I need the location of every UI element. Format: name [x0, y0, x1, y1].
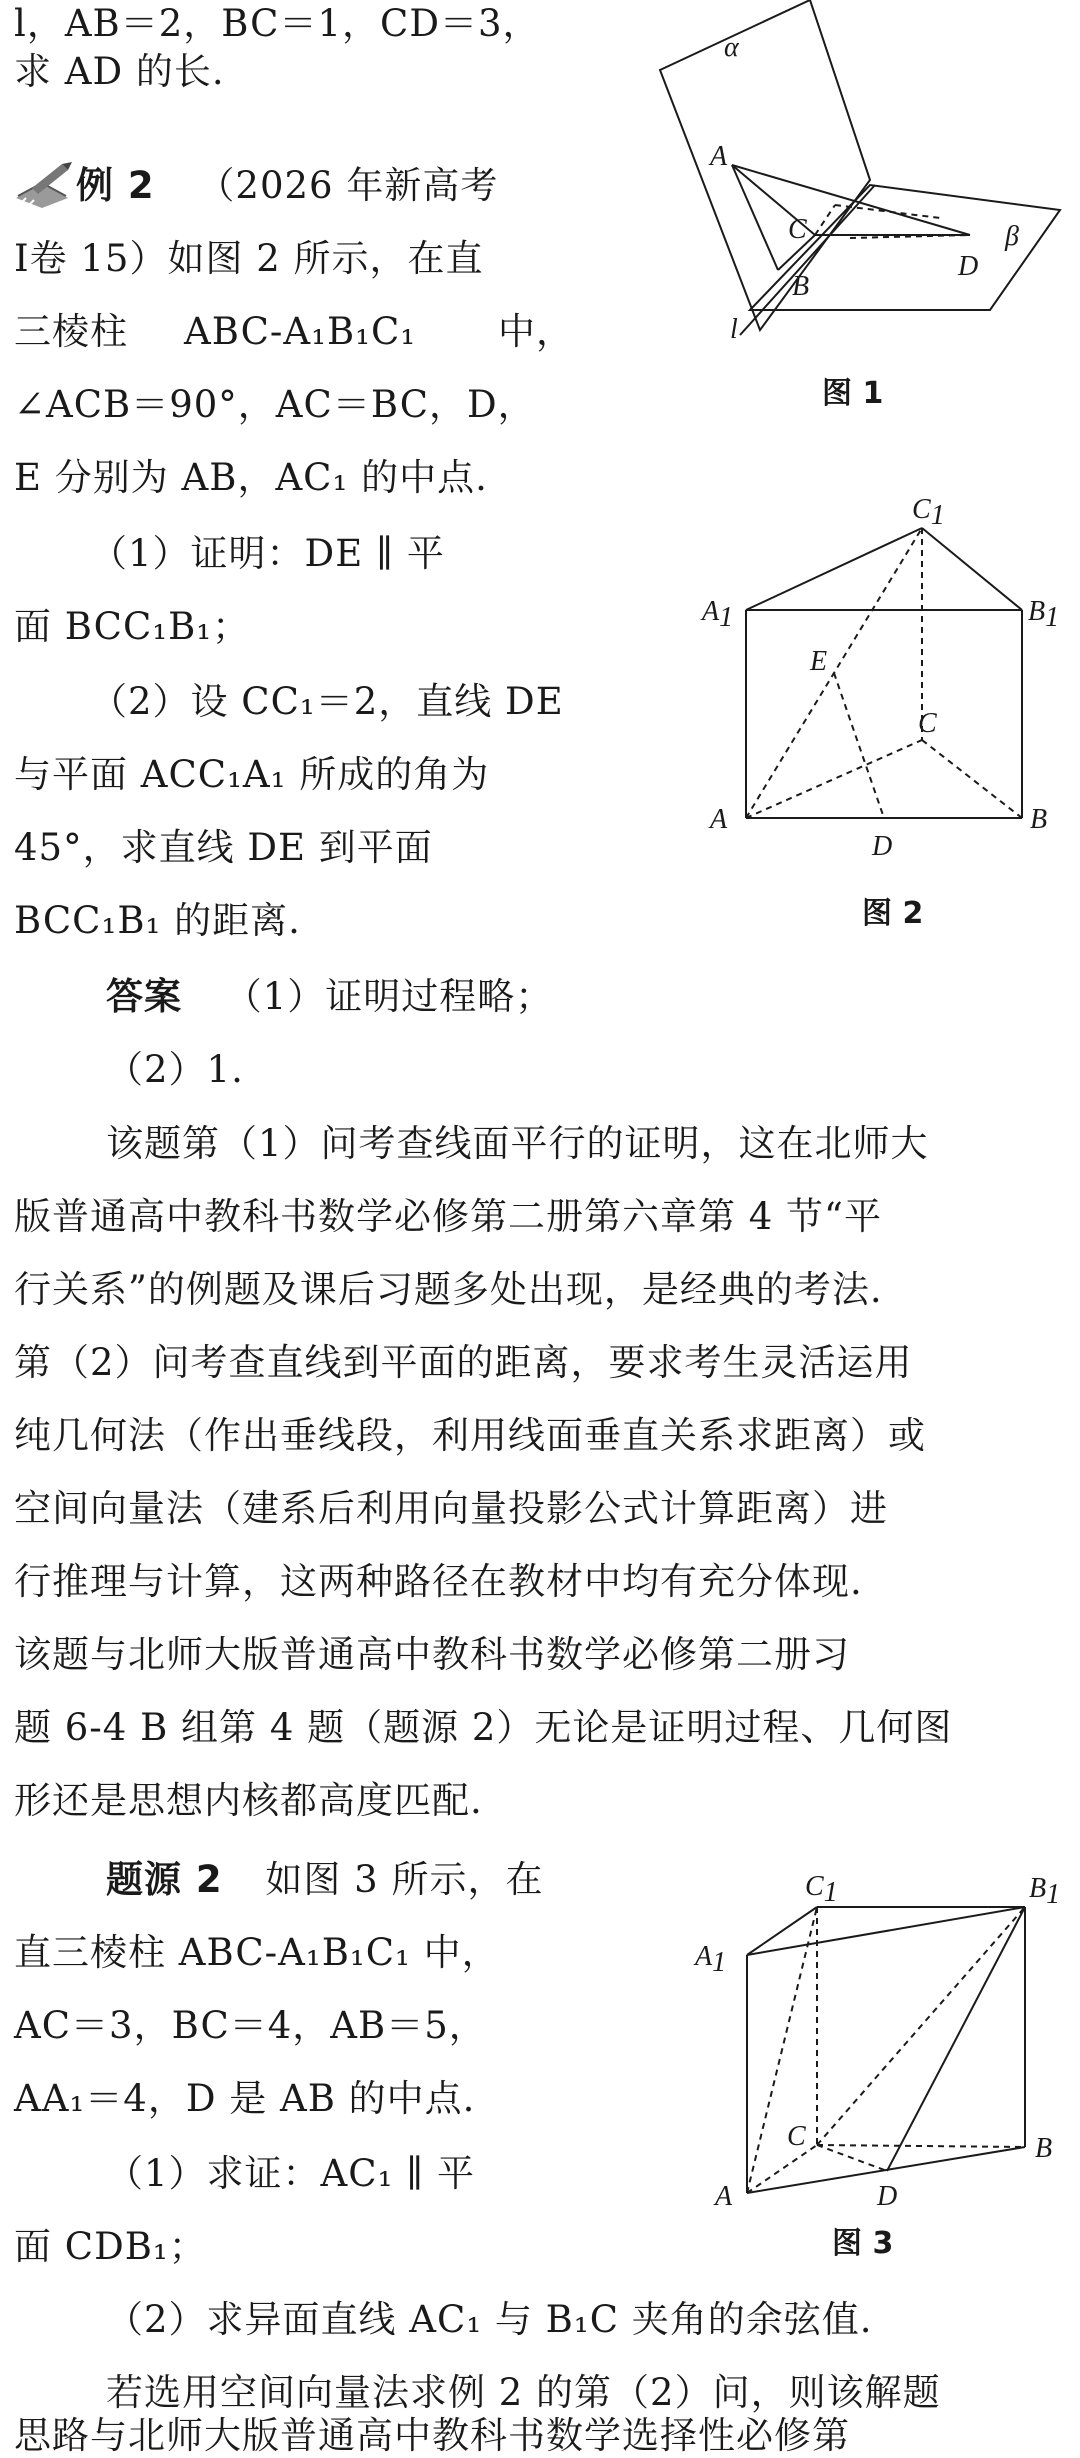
label-a1: A1	[702, 596, 734, 633]
figure-1-caption: 图 1	[822, 376, 884, 411]
answer-part1: （1）证明过程略；	[224, 975, 554, 1018]
analysis-line: 题 6-4 B 组第 4 题（题源 2）无论是证明过程、几何图	[14, 1706, 953, 1749]
edge-ac	[747, 2145, 817, 2193]
text-line: ABC-A₁B₁C₁	[184, 310, 417, 353]
text-line: 中，	[498, 310, 574, 353]
segment-b1d	[887, 1907, 1025, 2171]
figure-3-caption: 图 3	[832, 2226, 894, 2261]
text-line: ∠ACB＝90°，AC＝BC，D，	[14, 383, 536, 426]
line-l	[740, 185, 875, 335]
text-line: （1）证明：DE ∥ 平	[90, 532, 445, 575]
text-line: 面 CDB₁；	[14, 2225, 207, 2268]
edge-c1b1	[922, 528, 1022, 610]
label-c: C	[918, 708, 937, 739]
text-line: BCC₁B₁ 的距离.	[14, 899, 301, 942]
label-b: B	[792, 271, 810, 302]
edge-a1c1	[747, 1907, 817, 1955]
label-a: A	[710, 804, 728, 835]
analysis-line: 行推理与计算，这两种路径在教材中均有充分体现.	[14, 1560, 863, 1603]
label-d: D	[958, 251, 979, 282]
label-b1: B1	[1028, 596, 1060, 633]
label-d: D	[872, 831, 893, 862]
answer-part2: （2）1.	[106, 1048, 244, 1091]
pencil-book-icon	[12, 158, 74, 210]
analysis-line: 空间向量法（建系后利用向量投影公式计算距离）进	[14, 1487, 888, 1530]
label-c: C	[788, 214, 807, 245]
label-a: A	[710, 141, 728, 172]
edge-ac	[746, 740, 922, 818]
text-line: 直三棱柱 ABC-A₁B₁C₁ 中，	[14, 1931, 500, 1974]
example-label: 例 2	[76, 164, 155, 207]
text-line: 求 AD 的长.	[14, 50, 225, 93]
example-source: （2026 年新高考	[197, 164, 499, 207]
analysis-line: 该题第（1）问考查线面平行的证明，这在北师大	[106, 1122, 929, 1165]
text-line: （2）求异面直线 AC₁ 与 B₁C 夹角的余弦值.	[106, 2298, 873, 2341]
analysis-line: 形还是思想内核都高度匹配.	[14, 1779, 483, 1822]
label-c1: C1	[805, 1871, 838, 1908]
source-label: 题源 2	[106, 1858, 223, 1901]
text-line: （1）求证：AC₁ ∥ 平	[106, 2152, 476, 2195]
text-line: AC＝3，BC＝4，AB＝5，	[14, 2004, 487, 2047]
figure-2-caption: 图 2	[862, 896, 924, 931]
label-b1: B1	[1029, 1873, 1061, 1910]
answer-label: 答案	[106, 975, 182, 1018]
source-heading	[106, 1858, 543, 1902]
source-intro: 如图 3 所示，在	[265, 1858, 544, 1901]
label-alpha: α	[724, 32, 739, 63]
closing-line: 思路与北师大版普通高中教科书数学选择性必修第	[14, 2414, 850, 2457]
label-c: C	[787, 2121, 806, 2152]
text-line: 与平面 ACC₁A₁ 所成的角为	[14, 753, 490, 796]
figure-2	[640, 470, 1060, 870]
segment-ab	[732, 165, 778, 270]
label-l: l	[730, 314, 738, 345]
edge-a1c1	[746, 528, 922, 610]
answer-line	[106, 975, 553, 1019]
label-d: D	[877, 2181, 898, 2212]
segment-ad	[732, 165, 970, 235]
example-heading	[76, 164, 498, 208]
label-e: E	[810, 646, 828, 677]
edge-a1b1	[747, 1907, 1025, 1955]
label-c1: C1	[912, 494, 945, 531]
text-line: 三棱柱	[14, 310, 128, 353]
text-line: 面 BCC₁B₁；	[14, 605, 251, 648]
label-beta: β	[1005, 221, 1019, 252]
label-a: A	[715, 2181, 733, 2212]
segment-de	[834, 673, 884, 818]
analysis-line: 版普通高中教科书数学必修第二册第六章第 4 节“平	[14, 1195, 882, 1238]
closing-line: 若选用空间向量法求例 2 的第（2）问，则该解题	[106, 2371, 941, 2414]
text-line: E 分别为 AB，AC₁ 的中点.	[14, 456, 488, 499]
figure-1	[640, 0, 1060, 360]
figure-3	[655, 1855, 1061, 2215]
analysis-line: 第（2）问考查直线到平面的距离，要求考生灵活运用	[14, 1341, 913, 1384]
text-line: l，AB＝2，BC＝1，CD＝3，	[14, 2, 541, 45]
label-b: B	[1035, 2133, 1053, 2164]
plane-alpha	[660, 0, 870, 330]
label-a1: A1	[695, 1941, 727, 1978]
text-line: （2）设 CC₁＝2，直线 DE	[90, 680, 564, 723]
analysis-line: 该题与北师大版普通高中教科书数学必修第二册习	[14, 1633, 850, 1676]
edge-cb	[922, 740, 1022, 818]
analysis-line: 行关系”的例题及课后习题多处出现，是经典的考法.	[14, 1268, 883, 1311]
text-line: AA₁＝4，D 是 AB 的中点.	[14, 2077, 476, 2120]
analysis-line: 纯几何法（作出垂线段，利用线面垂直关系求距离）或	[14, 1414, 926, 1457]
text-line: 45°，求直线 DE 到平面	[14, 826, 433, 869]
text-line: Ⅰ卷 15）如图 2 所示，在直	[14, 237, 484, 280]
segment-cd	[817, 2145, 887, 2171]
segment-b1c	[817, 1907, 1025, 2145]
edge-cb	[817, 2145, 1025, 2147]
label-b: B	[1030, 804, 1048, 835]
